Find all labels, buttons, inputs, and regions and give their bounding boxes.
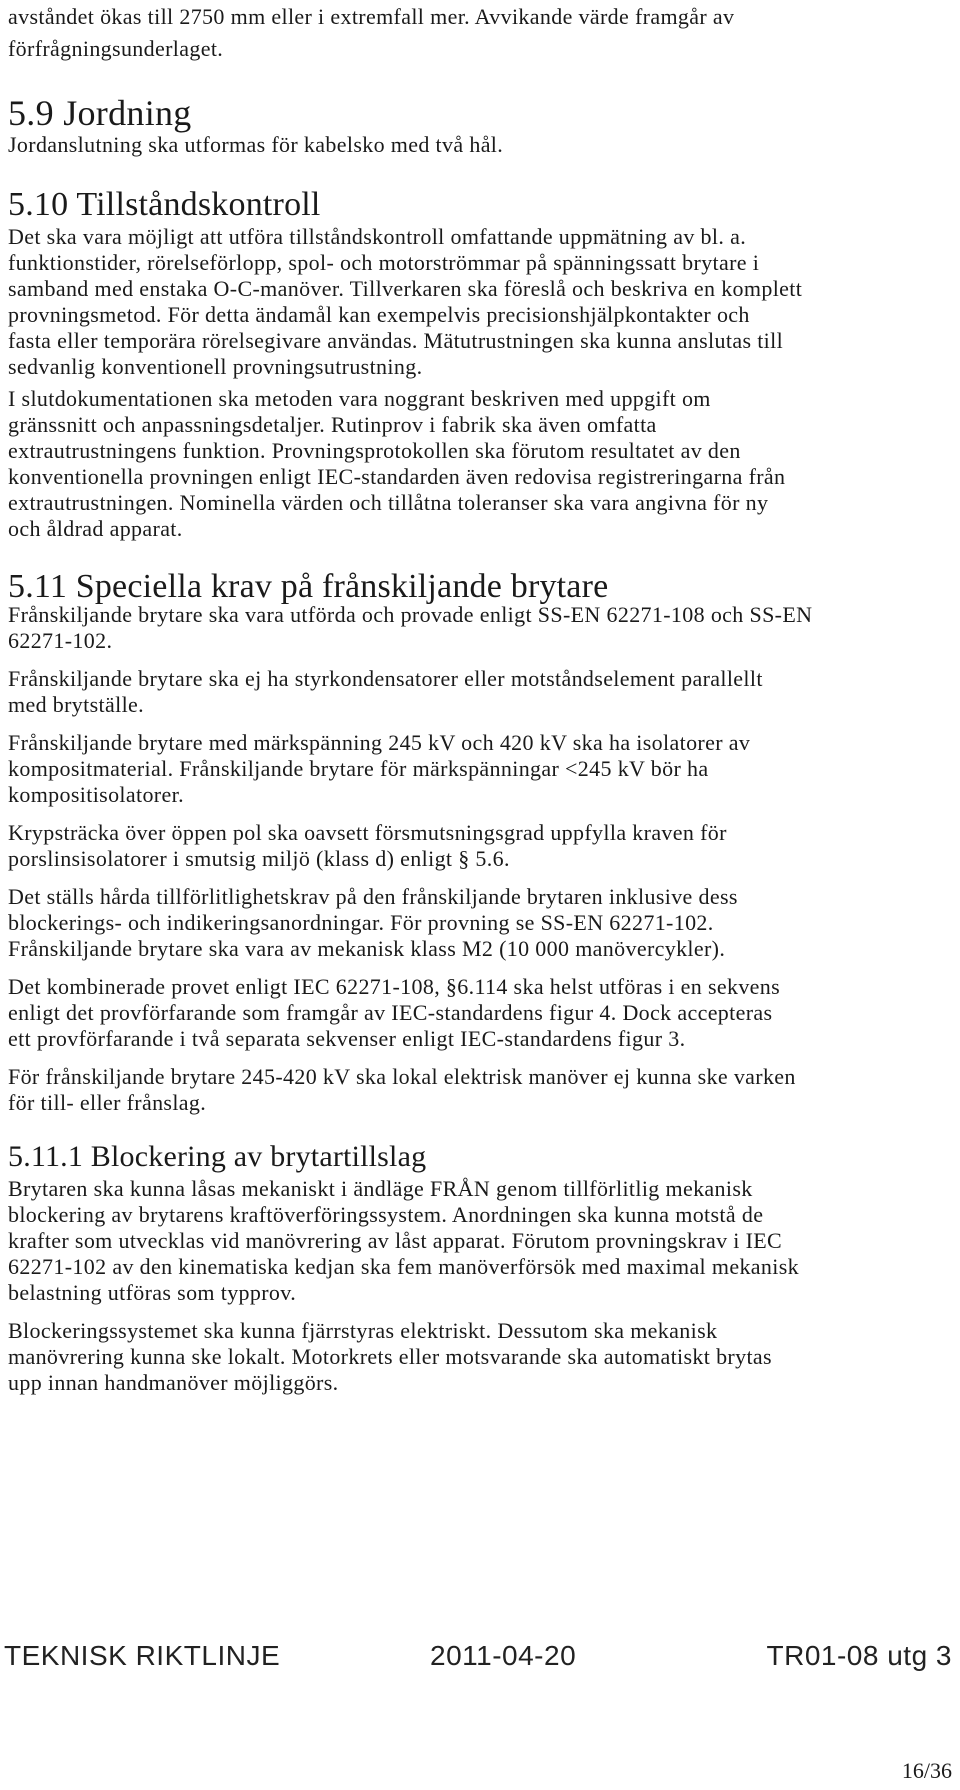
text-line: Blockeringssystemet ska kunna fjärrstyras elektriskt. Dessutom ska mekanisk xyxy=(8,1318,718,1343)
text-line: Jordanslutning ska utformas för kabelsko med två hål. xyxy=(8,132,504,157)
footer-date: 2011-04-20 xyxy=(430,1640,577,1671)
section-heading-5-11-1: 5.11.1 Blockering av brytartillslag xyxy=(8,1140,427,1173)
text-line: avståndet ökas till 2750 mm eller i extremfall mer. Avvikande värde framgår av xyxy=(8,4,735,29)
text-line: 62271-102. xyxy=(8,628,113,653)
text-line: Brytaren ska kunna låsas mekaniskt i ändläge FRÅN genom tillförlitlig mekanisk xyxy=(8,1176,753,1201)
text-line: förfrågningsunderlaget. xyxy=(8,36,224,61)
text-line: manövrering kunna ske lokalt. Motorkrets eller motsvarande ska automatiskt brytas xyxy=(8,1344,772,1369)
page-number: 16/36 xyxy=(901,1758,952,1783)
text-line: Frånskiljande brytare ska vara utförda och provade enligt SS-EN 62271-108 och SS-EN xyxy=(8,602,813,627)
text-line: I slutdokumentationen ska metoden vara noggrant beskriven med uppgift om xyxy=(8,386,711,411)
text-line: för till- eller frånslag. xyxy=(8,1090,207,1115)
section-heading-5-10: 5.10 Tillståndskontroll xyxy=(8,186,321,223)
text-line: Det ska vara möjligt att utföra tillståndskontroll omfattande uppmätning av bl. a. xyxy=(8,224,747,249)
text-line: Frånskiljande brytare ska ej ha styrkondensatorer eller motståndselement parallellt xyxy=(8,666,763,691)
text-line: samband med enstaka O-C-manöver. Tillverkaren ska föreslå och beskriva en komplett xyxy=(8,276,803,301)
text-line: ett provförfarande i två separata sekvenser enligt IEC-standardens figur 3. xyxy=(8,1026,686,1051)
footer-doc-id: TR01-08 utg 3 xyxy=(766,1640,952,1671)
text-line: sedvanlig konventionell provningsutrustning. xyxy=(8,354,423,379)
text-line: enligt det provförfarande som framgår av IEC-standardens figur 4. Dock accepteras xyxy=(8,1000,773,1025)
text-line: och åldrad apparat. xyxy=(8,516,183,541)
text-line: med brytställe. xyxy=(8,692,144,717)
text-line: blockerings- och indikeringsanordningar. För provning se SS-EN 62271-102. xyxy=(8,910,714,935)
footer-doc-type: TEKNISK RIKTLINJE xyxy=(4,1640,281,1671)
text-line: Frånskiljande brytare med märkspänning 245 kV och 420 kV ska ha isolatorer av xyxy=(8,730,751,755)
text-line: Frånskiljande brytare ska vara av mekanisk klass M2 (10 000 manövercykler). xyxy=(8,936,726,961)
text-line: provningsmetod. För detta ändamål kan exempelvis precisionshjälpkontakter och xyxy=(8,302,750,327)
text-line: fasta eller temporära rörelsegivare användas. Mätutrustningen ska kunna anslutas till xyxy=(8,328,784,353)
section-heading-5-11: 5.11 Speciella krav på frånskiljande brytare xyxy=(8,568,609,605)
text-line: 62271-102 av den kinematiska kedjan ska fem manöverförsök med maximal mekanisk xyxy=(8,1254,799,1279)
text-line: funktionstider, rörelseförlopp, spol- och motorströmmar på spänningssatt brytare i xyxy=(8,250,760,275)
text-line: gränssnitt och anpassningsdetaljer. Rutinprov i fabrik ska även omfatta xyxy=(8,412,657,437)
text-line: kompositmaterial. Frånskiljande brytare för märkspänningar <245 kV bör ha xyxy=(8,756,709,781)
text-line: krafter som utvecklas vid manövrering av låst apparat. Förutom provningskrav i IEC xyxy=(8,1228,783,1253)
text-line: belastning utföras som typprov. xyxy=(8,1280,297,1305)
text-line: extrautrustningen. Nominella värden och tillåtna toleranser ska vara angivna för ny xyxy=(8,490,769,515)
text-line: För frånskiljande brytare 245-420 kV ska lokal elektrisk manöver ej kunna ske varken xyxy=(8,1064,796,1089)
text-line: konventionella provningen enligt IEC-standarden även redovisa registreringarna från xyxy=(8,464,786,489)
text-line: porslinsisolatorer i smutsig miljö (klass d) enligt § 5.6. xyxy=(8,846,510,871)
section-heading-5-9: 5.9 Jordning xyxy=(8,93,192,133)
text-line: Krypsträcka över öppen pol ska oavsett försmutsningsgrad uppfylla kraven för xyxy=(8,820,727,845)
text-line: blockering av brytarens kraftöverföringssystem. Anordningen ska kunna motstå de xyxy=(8,1202,764,1227)
text-line: kompositisolatorer. xyxy=(8,782,184,807)
page-footer xyxy=(0,1640,960,1690)
text-line: Det ställs hårda tillförlitlighetskrav på den frånskiljande brytaren inklusive dess xyxy=(8,884,738,909)
text-line: upp innan handmanöver möjliggörs. xyxy=(8,1370,339,1395)
text-line: Det kombinerade provet enligt IEC 62271-108, §6.114 ska helst utföras i en sekvens xyxy=(8,974,781,999)
text-line: extrautrustningens funktion. Provningsprotokollen ska förutom resultatet av den xyxy=(8,438,741,463)
